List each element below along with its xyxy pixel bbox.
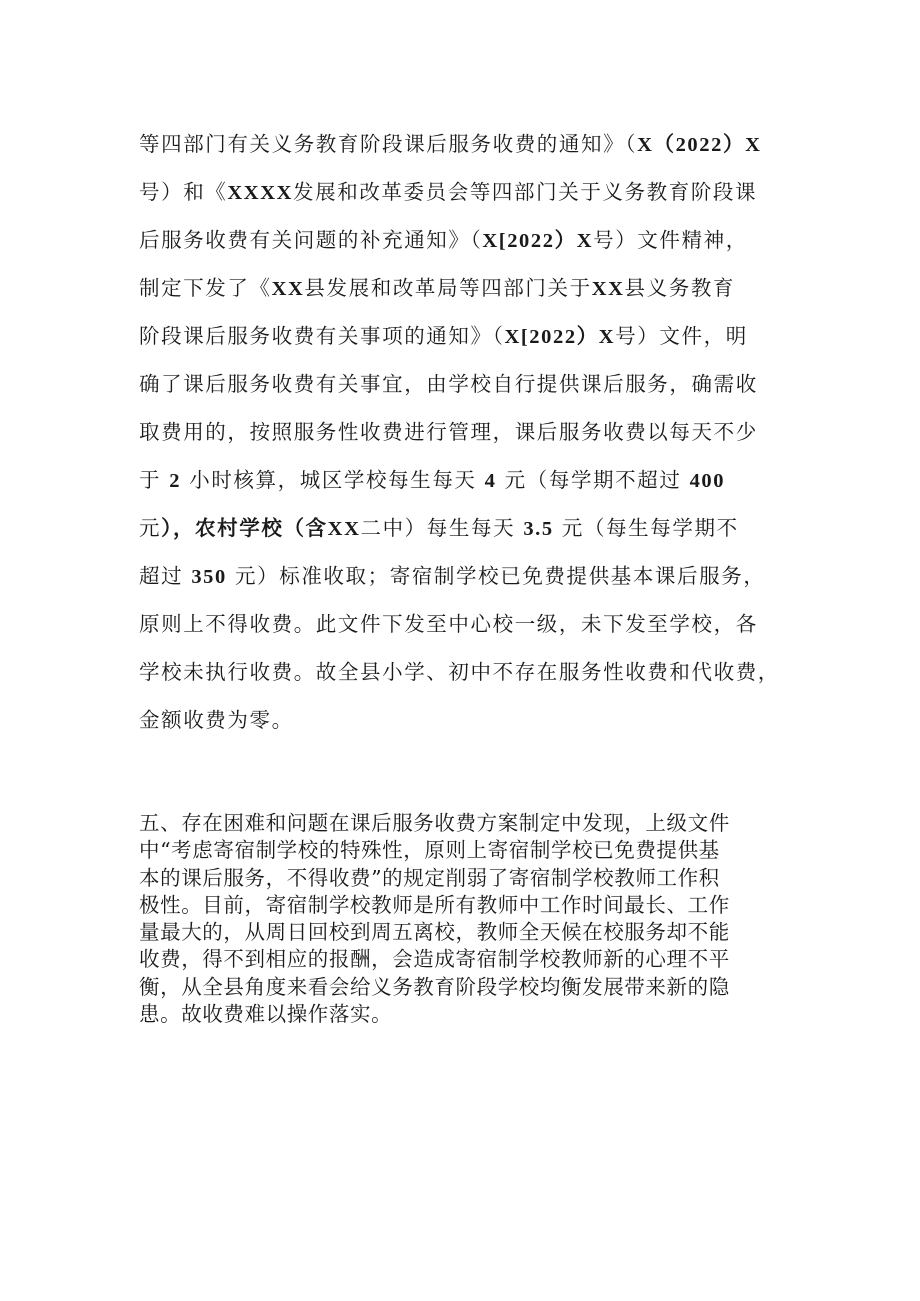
text-line: 超过 350 元）标准收取；寄宿制学校已免费提供基本课后服务， bbox=[139, 564, 766, 588]
text-line: 五、存在困难和问题在课后服务收费方案制定中发现，上级文件 bbox=[139, 811, 730, 835]
text-line: 学校未执行收费。故全县小学、初中不存在服务性收费和代收费， bbox=[139, 660, 780, 684]
text-line: 元），农村学校（含XX二中）每生每天 3.5 元（每生每学期不 bbox=[139, 516, 739, 540]
text-line: 收费，得不到相应的报酬，会造成寄宿制学校教师新的心理不平 bbox=[139, 947, 730, 972]
text-line: 患。故收费难以操作落实。 bbox=[139, 1002, 393, 1027]
text-line: 极性。目前，寄宿制学校教师是所有教师中工作时间最长、工作 bbox=[139, 892, 730, 917]
paragraph-difficulties bbox=[139, 810, 789, 1028]
text-line: 取费用的，按照服务性收费进行管理，课后服务收费以每天不少 bbox=[139, 420, 758, 444]
text-line: 本的课后服务，不得收费”的规定削弱了寄宿制学校教师工作积 bbox=[139, 865, 720, 890]
text-line: 原则上不得收费。此文件下发至中心校一级，未下发至学校，各 bbox=[139, 612, 758, 636]
text-line: 号）和《XXXX发展和改革委员会等四部门关于义务教育阶段课 bbox=[139, 180, 758, 204]
text-line: 中“考虑寄宿制学校的特殊性，原则上寄宿制学校已免费提供基 bbox=[139, 838, 720, 863]
text-line: 后服务收费有关问题的补充通知》（X[2022）X号）文件精神， bbox=[139, 228, 748, 252]
text-line: 量最大的，从周日回校到周五离校，教师全天候在校服务却不能 bbox=[139, 920, 730, 945]
text-line: 制定下发了《XX县发展和改革局等四部门关于XX县义务教育 bbox=[139, 276, 736, 300]
text-line: 等四部门有关义务教育阶段课后服务收费的通知》（X（2022）X bbox=[139, 132, 762, 156]
text-line: 确了课后服务收费有关事宜，由学校自行提供课后服务，确需收 bbox=[139, 372, 758, 396]
text-line: 阶段课后服务收费有关事项的通知》（X[2022）X号）文件，明 bbox=[139, 324, 748, 348]
text-line: 衡，从全县角度来看会给义务教育阶段学校均衡发展带来新的隐 bbox=[139, 974, 730, 999]
text-line: 于 2 小时核算，城区学校每生每天 4 元（每学期不超过 400 bbox=[139, 468, 726, 492]
paragraph-fee-policy bbox=[139, 124, 789, 748]
text-line: 金额收费为零。 bbox=[139, 708, 294, 732]
